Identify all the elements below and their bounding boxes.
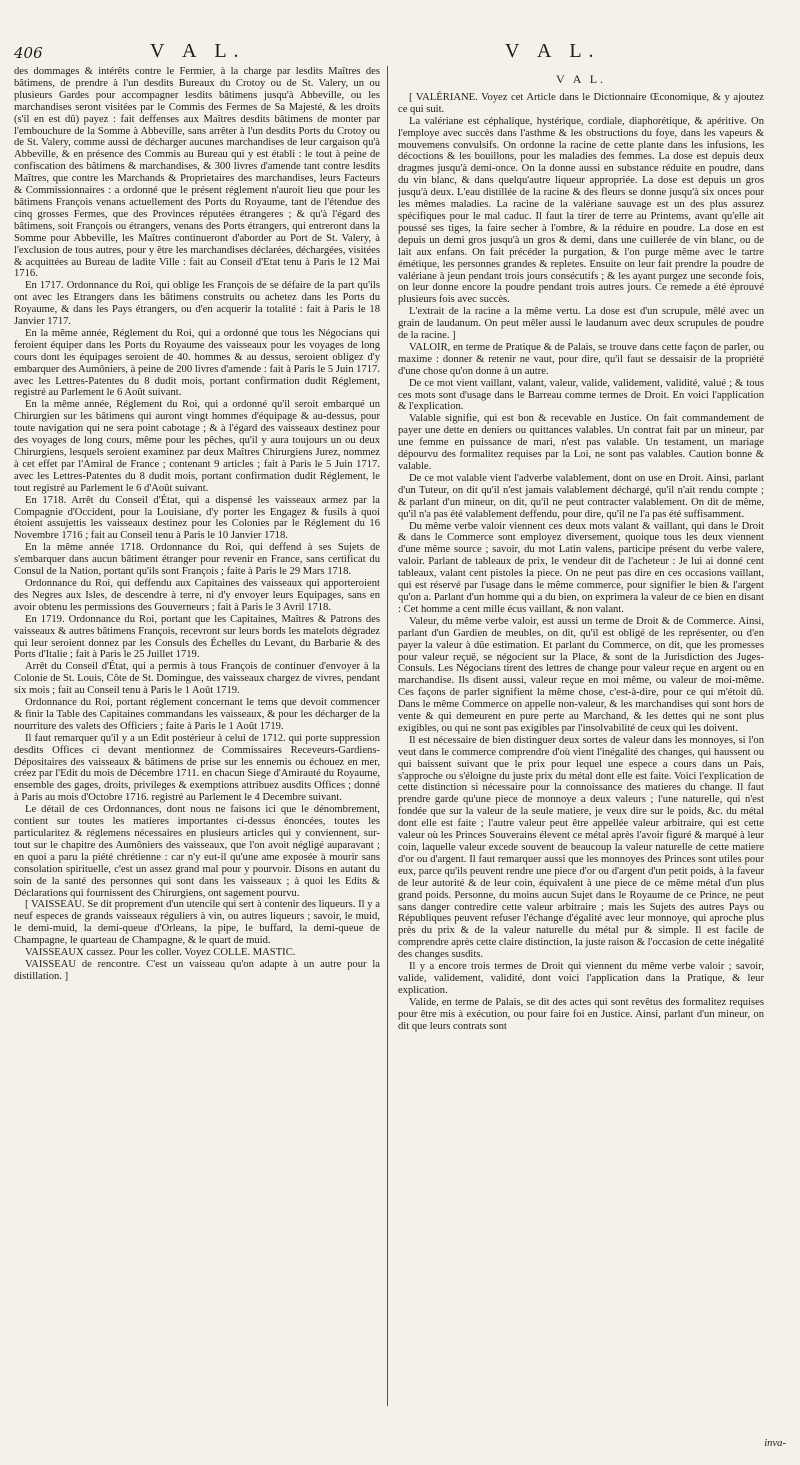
paragraph: Ordonnance du Roi, qui deffendu aux Capitaines des vaisseaux qui apporteroient des Negres aux Isles, de descendre à terre, ni d'y envoyer leurs Equipages, sans en avoir obtenu les permissions des Gouverneurs ; fait à Paris le 3 Avril 1718.: [14, 577, 380, 613]
paragraph: VALOIR, en terme de Pratique & de Palais, se trouve dans cette façon de parler, ou maxime : donner & retenir ne vaut, pour dire, qu'il faut se dessaisir de la propriété d'une chose qu'on donne à un autre.: [398, 341, 764, 377]
paragraph: En 1718. Arrêt du Conseil d'État, qui a dispensé les vaisseaux armez par la Compagnie d'Occident, pour la Louisiane, d'y porter les Engagez & fusils à quoi étoient assujettis les vaisseaux destinez pour les Colonies par le Réglement du 16 Novembre 1716 ; fait au Conseil tenu à Paris le 10 Janvier 1718.: [14, 494, 380, 542]
right-column: [398, 72, 764, 1462]
page-number: 406: [14, 44, 43, 62]
paragraph: Ordonnance du Roi, portant réglement concernant le tems que devoit commencer & finir la Table des Capitaines commandans les vaisseaux, & pour les décharger de la nourriture des valets des Officiers ; faite à Paris le 1 Août 1719.: [14, 697, 380, 732]
paragraph: Il y a encore trois termes de Droit qui viennent du même verbe valoir ; savoir, valide, validement, validité, dont voici l'application dans la Pratique, & leur explication.: [398, 961, 764, 996]
catchword: inva-: [764, 1438, 786, 1449]
section-heading: V A L.: [555, 72, 607, 86]
paragraph: De ce mot vient vaillant, valant, valeur, valide, validement, validité, valué ; & tous ces mots sont d'usage dans le Barreau comme termes de Droit. En voici l'application & l'explication.: [398, 377, 764, 413]
paragraph: La valériane est céphalique, hystérique, cordiale, diaphorétique, & apéritive. On l'employe avec succès dans l'asthme & les obstructions du foye, dans les vapeurs & mouvemens convulsifs. On ordonne la racine de cette plante dans les infusions, les décoctions & les bouillons, pour les maladies des femmes. La dose est depuis deux dragmes jusqu'à demi-once. On la donne aussi en substance réduite en poudre, dans du vin blanc, & dans quelqu'autre liqueur appropriée. La dose est depuis un gros jusqu'à deux. L'eau distillée de la racine & des fleurs se donne jusqu'à six onces pour les mêmes maladies. La racine de la valériane sauvage est un des plus assurez spécifiques pour le mal caduc. Il faut la tirer de terre au Printems, avant qu'elle ait poussé ses tiges, la faire secher à l'ombre, & la réduire en poudre. La dose en est depuis un demi gros jusqu'à un gros & demi, dans une cuillerée de vin blanc, ou de lait aux enfans. On fait précéder la purgation, & l'on purge même avec le tartre émétique, les personnes grandes & repletes. Ensuite on leur fait prendre la poudre de valériane à jeun pendant trois jours consécutifs ; & les ayant purgez une seconde fois, on leur donne encore la poudre pendant trois autres jours. Ce remede a été éprouvé plusieurs fois avec succès.: [398, 115, 764, 306]
paragraph: En 1717. Ordonnance du Roi, qui oblige les François de se défaire de la part qu'ils ont avec les Etrangers dans les bâtimens construits ou achetez dans les Ports du Royaume, & dans les Pays étrangers, ou d'en acquerir la totalité : fait à Paris le 18 Janvier 1717.: [14, 280, 380, 328]
paragraph: En la même année, Réglement du Roi, qui a ordonné qu'il seroit embarqué un Chirurgien sur les bâtimens qui auront vingt hommes d'équipage & au-dessus, pour toute navigation qui ne sera point cabotage ; & à l'égard des vaisseaux destinez pour des voyages de long cours, même pour les pêches, qu'il y aura toujours un ou deux Chirurgiens, lesquels seroient examinez par deux Maîtres Chirurgiens Jurez, nommez à cet effet par l'Amiral de France ; contenant 9 articles ; fait à Paris le 5 Juin 1717. avec les Lettres-Patentes du 8 dudit mois, portant confirmation dudit Réglement, le tout registré au Parlement le 6 d'Août suivant.: [14, 399, 380, 494]
paragraph: Le détail de ces Ordonnances, dont nous ne faisons ici que le dénombrement, contient sur toutes les matieres importantes ci-dessus énoncées, toutes les particularitez & réglemens nécessaires en plusieurs articles qui y conviennent, sur-tout sur le chapitre des Aumôniers des vaisseaux, que l'on avoit négligé auparavant ; en quoi a paru la piété chrétienne : car n'y eut-il qu'une ame exposée à mourir sans consolation spirituelle, c'est un assez grand mal pour y pourvoir. Disons en autant du soin de la santé des personnes qui sont dans les vaisseaux ; à quoi les Edits & Déclarations qui fournissent des Chirurgiens, ont sagement pourvu.: [14, 804, 380, 899]
left-column: [14, 66, 380, 1456]
paragraph: De ce mot valable vient l'adverbe valablement, dont on use en Droit. Ainsi, parlant d'un Tuteur, on dit qu'il n'est jamais valablement déchargé, qu'il n'ait rendu compte ; & parlant d'un mineur, on dit, qu'il ne peut contracter valablement. On dit de même, qu'il n'a pas été valablement deffendu, pour dire, qu'il ne l'a pas été suffisamment.: [398, 472, 764, 520]
paragraph: Valable signifie, qui est bon & recevable en Justice. On fait commandement de payer une dette en deniers ou quittances valables. Un contrat fait par un mineur, par une femme en puissance de mari, n'est pas valable. Un testament, un mariage dépourvu des formalitez requises par la Loi, ne sont pas valables. Caution bonne & valable.: [398, 413, 764, 472]
paragraph: En la même année, Réglement du Roi, qui a ordonné que tous les Négocians qui feroient équiper dans les Ports du Royaume des vaisseaux pour les voyages de long cours dont les équipages seroient de 40. hommes & au dessus, seroient obligez d'y embarquer des Aumôniers, à peine de 200 livres d'amende : fait à Paris le 5 Juin 1717. avec les Lettres-Patentes du 8 dudit mois, portant confirmation dudit Réglement, registré au Parlement le 6 Août suivant.: [14, 327, 380, 399]
paragraph: Du même verbe valoir viennent ces deux mots valant & vaillant, qui dans le Droit & dans le Commerce sont employez diversement, quoique tous les deux viennent d'une même source ; savoir, du mot Latin valens, participe présent du verbe valere, valoir. Parlant de tableaux de prix, le vendeur dit de l'acheteur : Je lui ai donné cent tableaux, valant cent pistoles la piece. On ne peut pas dire en ces occasions vaillant, qui est réservé par l'usage dans le même commerce, pour signifier le bien & l'argent qu'on a. Parlant d'un homme qui a du bien, on exprimera la valeur de ce bien en disant : Cet homme a cent mille écus vaillant, & non valant.: [398, 520, 764, 615]
left-running-head: V A L.: [150, 40, 246, 62]
paragraph: Valide, en terme de Palais, se dit des actes qui sont revêtus des formalitez requises pour être mis à exécution, ou pour faire foi en Justice. Ainsi, parlant d'un mineur, on dit que leurs contrats sont: [398, 996, 764, 1032]
paragraph: Arrêt du Conseil d'État, qui a permis à tous François de continuer d'envoyer à la Colonie de St. Louis, Côte de St. Domingue, des vaisseaux chargez de vivres, pendant six mois ; fait au Conseil tenu à Paris le 1 Août 1719.: [14, 661, 380, 697]
paragraph: VAISSEAU de rencontre. C'est un vaisseau qu'on adapte à un autre pour la distillation. ]: [14, 958, 380, 982]
paragraph: En la même année 1718. Ordonnance du Roi, qui deffend à ses Sujets de s'embarquer dans aucun bâtiment étranger pour revenir en France, sans certificat du Consul de la Nation, portant qu'ils sont François ; faite à Paris le 29 Mars 1718.: [14, 542, 380, 578]
paragraph: L'extrait de la racine a la même vertu. La dose est d'un scrupule, mêlé avec un grain de laudanum. On peut mêler aussi le laudanum avec deux scrupules de poudre de la racine. ]: [398, 306, 764, 342]
paragraph: VAISSEAUX cassez. Pour les coller. Voyez COLLE. MASTIC.: [25, 947, 296, 959]
right-running-head: V A L.: [505, 40, 601, 62]
paragraph: En 1719. Ordonnance du Roi, portant que les Capitaines, Maîtres & Patrons des vaisseaux & autres bâtimens François, recevront sur leurs bords les matelots dégradez qui leur seroient donnez par les Consuls des Échelles du Levant, du Barbarie & des Ports d'Italie ; fait à Paris le 25 Juillet 1719.: [14, 613, 380, 661]
column-divider: [387, 66, 388, 1406]
paragraph: Il est nécessaire de bien distinguer deux sortes de valeur dans les monnoyes, si l'on veut dans le commerce comprendre d'où vient l'inégalité des changes, qui haussent ou qui baissent suivant que le prix pour lequel une espece a cours dans un Pais, s'approche ou s'éloigne du juste prix du métal dont elle est faite. Voici l'explication de cette distinction si nécessaire pour la connoissance des matieres du change. Il faut prendre garde qu'une piece de monnoye a deux valeurs ; l'une naturelle, qui n'est fondée que sur la valeur de la seule matiere, je veux dire sur le poids, &c. du métal dont elle est faite ; l'autre valeur peut être appellée valeur arbitraire, qui est cette valeur où les Princes Souverains élevent ce métal après l'avoir figuré & marqué à leur coin, laquelle valeur excede souvent de beaucoup la valeur naturelle de cette matiere d'or ou d'argent. Il faut remarquer aussi que les monnoyes des Princes sont utiles pour eux, parce qu'ils peuvent rendre une piece d'or ou d'argent d'un petit poids, à la faveur de leur autorité & de leur coin, équivalent à une piece de ce même métal d'un plus grand poids. Personne, du moins aucun Sujet dans le Royaume de ce Prince, ne peut sans danger contredire cette valeur arbitraire ; mais les Sujets des autres Pays ou Républiques peuvent refuser l'échange d'égalité avec leur monnoye, qui aproche plus près du prix & de la valeur naturelle du métal pur & simple. Il est facile de comprendre après cette claire distinction, la juste raison & l'occasion de cette inégalité des changes susdits.: [398, 734, 764, 961]
paragraph: des dommages & intérêts contre le Fermier, à la charge par lesdits Maîtres des bâtimens, de prendre à l'un desdits Bureaux du Crotoy ou de St. Valery, un ou plusieurs Gardes pour accompagner lesdits bâtimens jusqu'à Abbeville, ou les marchandises seront visitées par le Commis des Fermes de Sa Majesté, & les droits (s'il en est dû) payez : fait deffenses aux Maîtres desdits bâtimens de monter par l'embouchure de la Somme à Abbeville, sans arrêter à l'un desdits Ports du Crotoy ou de St. Valery, comme aussi de décharger aucunes marchandises de leur cargaison qu'à Abbeville, & en présence des Commis au Bureau qui y est établi : le tout à peine de confiscation des bâtimens & marchandises, & 300 livres d'amende tant contre lesdits Maîtres, que contre les Marchands & Proprietaires des marchandises, leurs Facteurs & Commissionnaires : a ordonné que le présent réglement n'auroit lieu que pour les bâtimens François venans actuellement des Ports du Royaume, tant de l'étendue des cinq grosses Fermes, que des Provinces réputées étrangeres ; & qu'à l'égard des bâtimens, soit François ou étrangers, venans des Ports étrangers, qui entreront dans la Somme pour Abbeville, les Maîtres continueront d'aborder au Port de St. Valery, à l'exclusion de tous autres, pour y être les marchandises déclarées, déchargées, visitées & acquittées au Bureau de ladite Ville : fait au Conseil d'Etat tenu à Paris le 12 Mai 1716.: [14, 66, 380, 280]
paragraph: [ VAISSEAU. Se dit proprement d'un utencile qui sert à contenir des liqueurs. Il y a neuf especes de grands vaisseaux réguliers à vin, ou autres liqueurs ; savoir, le muid, le demi-muid, la demi-queue d'Orleans, la pipe, le buffard, la demi-queue de Champagne, le quarteau de Champagne, & le quart de muid.: [14, 899, 380, 947]
paragraph: [ VALÉRIANE. Voyez cet Article dans le Dictionnaire Œconomique, & y ajoutez ce qui suit.: [398, 91, 764, 115]
paragraph: Il faut remarquer qu'il y a un Edit postérieur à celui de 1712. qui porte suppression desdits Offices ci devant mentionnez de Commissaires Receveurs-Gardiens-Dépositaires des vaisseaux & bâtimens de prise sur les ennemis ou échouez en mer, créez par l'Edit du mois de Décembre 1711. en chacun Siege d'Amirauté du Royaume, ensemble des gages, droits, privileges & exemptions attribuez ausdits Offices ; donné à Paris au mois d'Octobre 1716. registré au Parlement le 4 Decembre suivant.: [14, 732, 380, 804]
paragraph: Valeur, du même verbe valoir, est aussi un terme de Droit & de Commerce. Ainsi, parlant d'un Gardien de meubles, on dit, qu'il est obligé de les représenter, ou d'en payer la valeur à dûe estimation. Et parlant du Commerce, on dit, que les promesses pour valeur reçuë, se négocient sur la Place, & sont de la Jurisdiction des Juges-Consuls. Les Négocians tirent des lettres de change pour valeur reçue en argent ou en marchandise. Ils disent aussi, valeur reçue en moi même, ou valeur de moi-même. Ces façons de parler signifient la même chose, c'est-à-dire, pour ce qui m'étoit dû. Dans le même Commerce on appelle non-valeur, & les marchandises qui sont hors de vente & qui demeurent en pure perte au Marchand, & les dettes qui ne sont plus exigibles, ou qui ne sont pas exigibles par l'insolvabilité de ceux qui les doivent.: [398, 615, 764, 734]
